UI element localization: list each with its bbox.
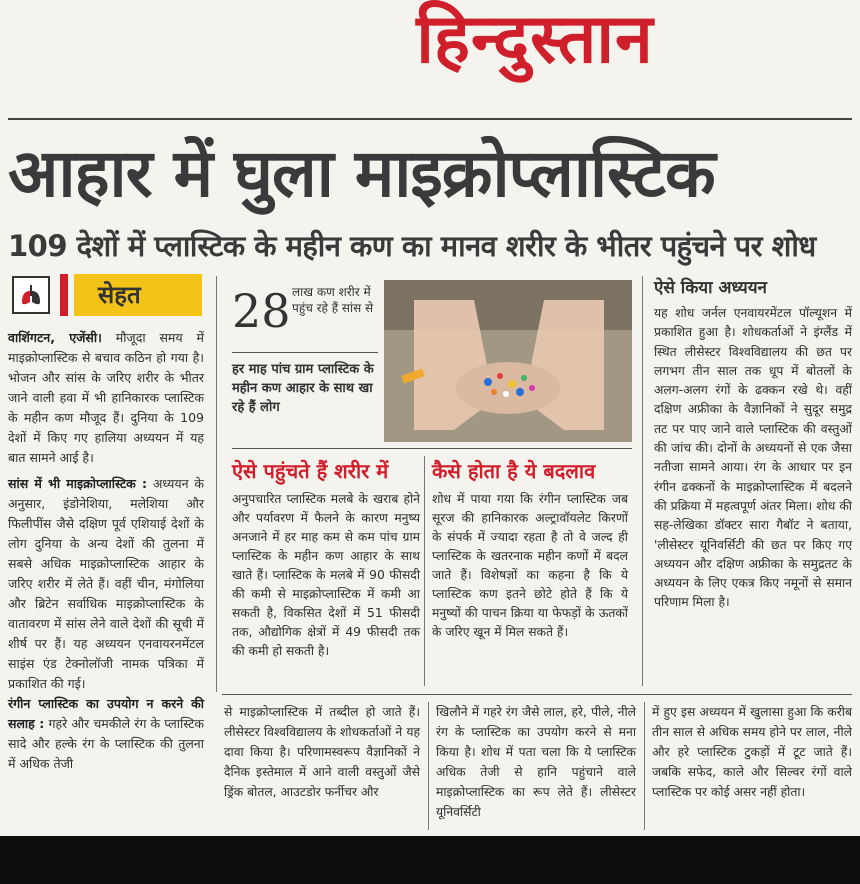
article-column-3: शोध में पाया गया कि रंगीन प्लास्टिक जब सूरज की हानिकारक अल्ट्रावॉयलेट किरणों के संपर्क में ज्यादा रहता है तो वे जल्द ही प्लास्टिक के खतरनाक महीन कणों में बदल जाते हैं। विशेषज्ञों का कहना है कि ये प्लास्टिक कण इतने छोटे होते हैं कि ये मनुष्यों की पाचन क्रिया या फेफड़ों के ऊतकों के जरिए खून में मिल सकते हैं। bbox=[432, 492, 628, 639]
column-divider bbox=[644, 702, 645, 830]
subsection-heading-how-change: कैसे होता है ये बदलाव bbox=[432, 459, 596, 483]
section-accent-bar bbox=[60, 274, 68, 316]
para3-heading: रंगीन प्लास्टिक का उपयोग न करने की सलाह : bbox=[8, 696, 204, 731]
masthead-divider bbox=[8, 118, 852, 120]
footer-band bbox=[0, 836, 860, 884]
bottom-divider bbox=[222, 694, 852, 695]
article-column-1 bbox=[8, 328, 204, 774]
column-divider bbox=[424, 456, 425, 686]
para2-text: अध्ययन के अनुसार, इंडोनेशिया, मलेशिया और फिलीपींस जैसे दक्षिण पूर्व एशियाई देशों के लोग दुनिया के अन्य देशों की तुलना में सबसे अधिक माइक्रोप्लास्टिक आहार के जरिए शरीर में लेते हैं। वहीं चीन, मंगोलिया और ब्रिटेन सर्वाधिक माइक्रोप्लास्टिक के वातावरण में सांस लेने वाले देशों की सूची में शीर्ष पर हैं। यह अध्ययन एनवायरनमेंटल साइंस एंड टेक्नोलॉजी नामक पत्रिका में प्रकाशित की गई। bbox=[8, 476, 204, 691]
intro-text: मौजूदा समय में माइक्रोप्लास्टिक से बचाव कठिन हो गया है। भोजन और सांस के जरिए शरीर के भीतर जाने वाली हवा में भी हानिकारक प्लास्टिक के महीन कण मौजूद हैं। दुनिया के 109 देशों में किए गए हालिया अध्ययन में यह बात सामने आई है। bbox=[8, 330, 204, 465]
stat-caption: लाख कण शरीर में पहुंच रहे हैं सांस से bbox=[292, 285, 374, 315]
pull-quote: हर माह पांच ग्राम प्लास्टिक के महीन कण आहार के साथ खा रहे हैं लोग bbox=[232, 362, 374, 415]
newspaper-masthead: हिन्दुस्तान bbox=[416, 0, 654, 79]
bottom-column-c: में हुए इस अध्ययन में खुलासा हुआ कि करीब तीन साल से अधिक समय होने पर लाल, नीले और हरे प्लास्टिक टुकड़ों में टूट जाते हैं। जबकि सफेद, काले और सिल्वर रंगों वाले प्लास्टिक पर कोई असर नहीं होता। bbox=[652, 705, 852, 799]
stat-divider bbox=[232, 352, 378, 353]
column-divider bbox=[428, 702, 429, 830]
stat-number: 28 bbox=[232, 284, 291, 338]
lungs-icon bbox=[12, 276, 50, 314]
section-divider bbox=[232, 448, 632, 449]
column-divider bbox=[216, 276, 217, 692]
subheadline: 109 देशों में प्लास्टिक के महीन कण का मानव शरीर के भीतर पहुंचने पर शोध bbox=[8, 229, 816, 263]
dateline: वाशिंगटन, एजेंसी। bbox=[8, 330, 102, 345]
section-badge bbox=[8, 274, 202, 316]
gloved-hands-holding-microplastic-photo bbox=[384, 280, 632, 442]
section-label: सेहत bbox=[74, 274, 202, 316]
column-divider bbox=[642, 276, 643, 686]
subsection-heading-study: ऐसे किया अध्ययन bbox=[654, 278, 767, 298]
subsection-heading-how-reach: ऐसे पहुंचते हैं शरीर में bbox=[232, 459, 389, 483]
para2-heading: सांस में भी माइक्रोप्लास्टिक : bbox=[8, 476, 147, 491]
article-column-2: अनुपचारित प्लास्टिक मलबे के खराब होने और पर्यावरण में फैलने के कारण मनुष्य अनजाने में हर माह कम से कम पांच ग्राम प्लास्टिक के महीन कण आहार के साथ खाते हैं। प्लास्टिक के मलबे में 90 फीसदी की कमी से माइक्रोप्लास्टिक में कमी आ सकती है, विकसित देशों में 51 फीसदी तक, औद्योगिक क्षेत्रों में 49 फीसदी तक की कमी हो सकती है। bbox=[232, 492, 420, 658]
bottom-column-b: खिलौने में गहरे रंग जैसे लाल, हरे, पीले, नीले रंग के प्लास्टिक का उपयोग करने से मना किया है। शोध में पता चला कि ये प्लास्टिक अधिक तेजी से हानि पहुंचाने वाले माइक्रोप्लास्टिक का रूप लेते हैं। लीसेस्टर यूनिवर्सिटी bbox=[436, 705, 636, 819]
para3-text: गहरे और चमकीले रंग के प्लास्टिक सादे और हल्के रंग के प्लास्टिक की तुलना में अधिक तेजी bbox=[8, 716, 204, 771]
bottom-column-a: से माइक्रोप्लास्टिक में तब्दील हो जाते हैं। लीसेस्टर विश्वविद्यालय के शोधकर्ताओं ने यह दावा किया है। परिणामस्वरूप वैज्ञानिकों ने दैनिक इस्तेमाल में आने वाली वस्तुओं जैसे ड्रिंक बोतल, आउटडोर फर्नीचर और bbox=[224, 705, 420, 799]
headline: आहार में घुला माइक्रोप्लास्टिक bbox=[8, 135, 715, 212]
article-column-4: यह शोध जर्नल एनवायरमेंटल पॉल्यूशन में प्रकाशित हुआ है। शोधकर्ताओं ने इंग्लैंड में स्थित लीसेस्टर विश्वविद्यालय की छत पर लगभग तीन साल तक धूप में बोतलों के अलग-अलग रंगों के ढक्कन रखे थे। वहीं दक्षिण अफ्रीका के वैज्ञानिकों ने सुदूर समुद्र तट पर पाए जाने वाले प्लास्टिक की वस्तुओं की जांच की। दोनों के अध्ययनों से एक जैसा नतीजा सामने आया। रंग के आधार पर इन रंगीन ढक्कनों के माइक्रोप्लास्टिक में बदलने की प्रक्रिया में महत्वपूर्ण अंतर मिला। शोध की सह-लेखिका डॉक्टर सारा गैबॉट ने बताया, 'लीसेस्टर यूनिवर्सिटी की छत पर किए गए अध्ययन और दक्षिण अफ्रीका के समुद्रतट के अध्ययन के लिए एकत्र किए नमूनों से समान परिणाम मिला है। bbox=[654, 306, 852, 610]
